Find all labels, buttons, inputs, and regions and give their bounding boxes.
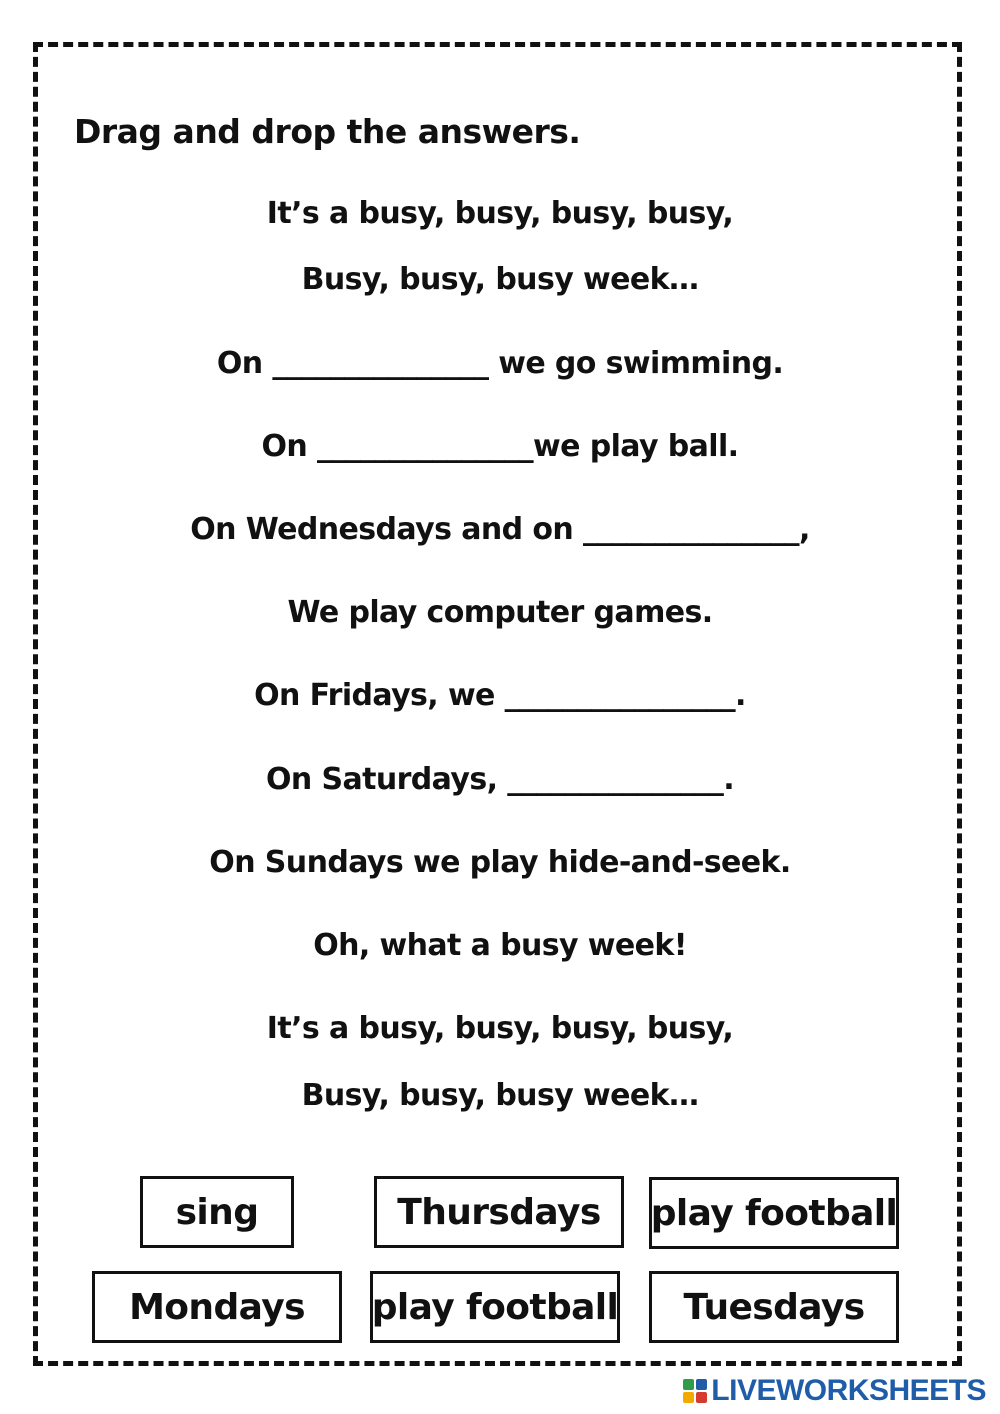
song-line-10: Oh, what a busy week! [313, 928, 687, 963]
song-line-8-blank[interactable]: On Saturdays, _______________. [265, 762, 735, 797]
instruction-heading: Drag and drop the answers. [74, 112, 581, 151]
answer-option-thursdays[interactable]: Thursdays [374, 1176, 624, 1248]
liveworksheets-logo-icon [683, 1379, 707, 1403]
answer-option-tuesdays[interactable]: Tuesdays [649, 1271, 899, 1343]
answer-option-mondays[interactable]: Mondays [92, 1271, 342, 1343]
song-line-2: Busy, busy, busy week… [301, 262, 699, 297]
liveworksheets-brand [683, 1374, 986, 1408]
song-line-12: Busy, busy, busy week… [301, 1078, 699, 1113]
song-line-4-blank[interactable]: On _______________we play ball. [261, 429, 739, 464]
song-line-6: We play computer games. [287, 595, 713, 630]
answer-option-sing[interactable]: sing [140, 1176, 294, 1248]
answer-option-play-football-2[interactable]: play football [370, 1271, 620, 1343]
song-line-9: On Sundays we play hide-and-seek. [209, 845, 791, 880]
song-line-7-blank[interactable]: On Fridays, we ________________. [254, 678, 746, 713]
brand-name: LIVEWORKSHEETS [711, 1374, 986, 1407]
song-line-5-blank[interactable]: On Wednesdays and on _______________, [190, 512, 810, 547]
song-line-3-blank[interactable]: On _______________ we go swimming. [216, 346, 784, 381]
answer-option-play-football-1[interactable]: play football [649, 1177, 899, 1249]
song-line-11: It’s a busy, busy, busy, busy, [266, 1011, 734, 1046]
song-line-1: It’s a busy, busy, busy, busy, [266, 196, 734, 231]
